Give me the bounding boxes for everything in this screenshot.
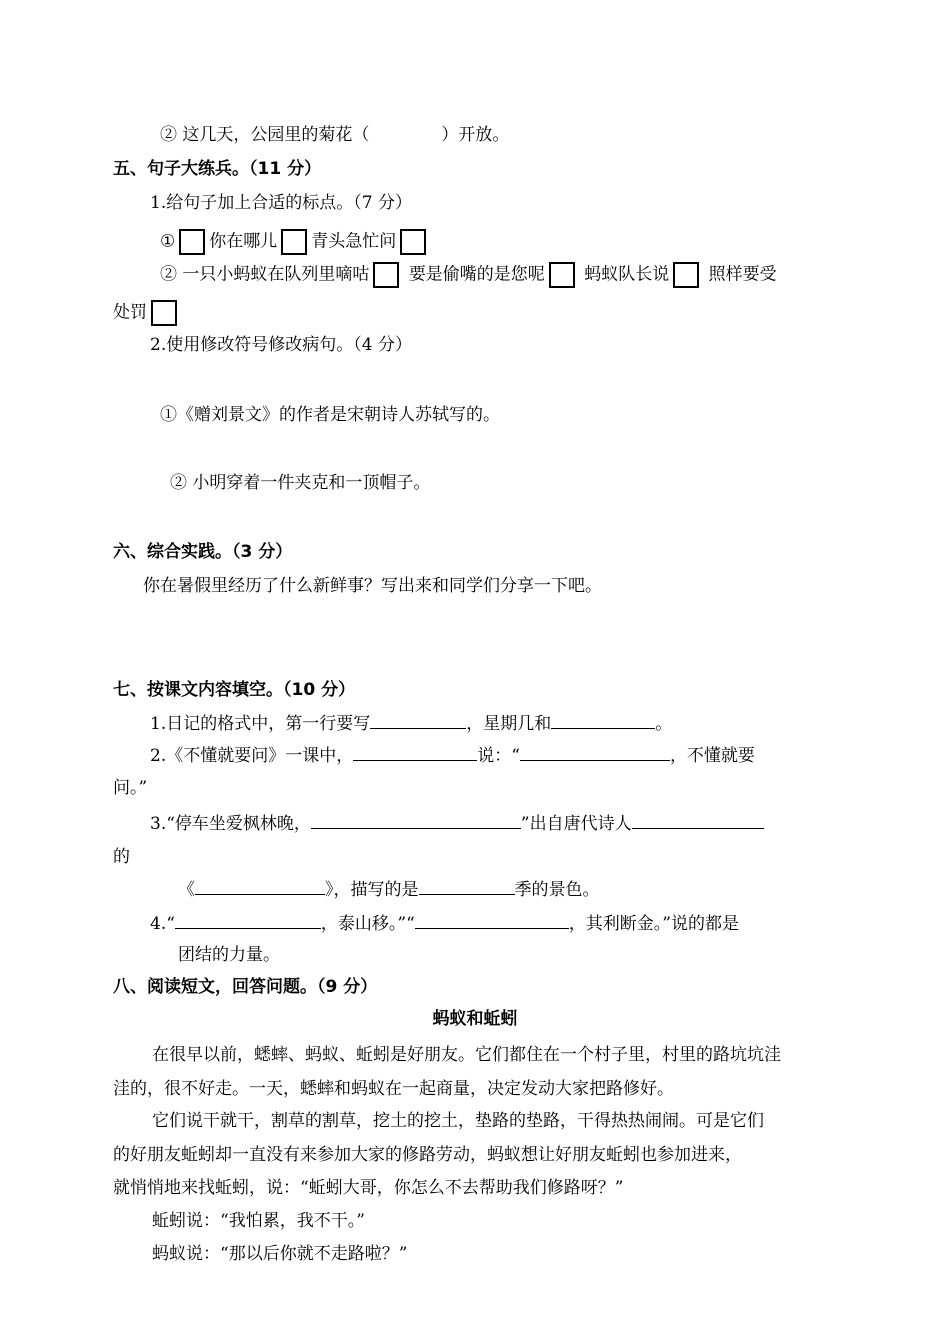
q5-sub1: 1.给句子加上合适的标点。（7 分）: [150, 193, 412, 213]
punctuation-box[interactable]: [673, 262, 699, 288]
q5-sentence-2-cont: 处罚: [113, 300, 181, 326]
fill-blank[interactable]: [370, 712, 466, 729]
fill-blank[interactable]: [551, 712, 655, 729]
q5-sub2: 2.使用修改符号修改病句。（4 分）: [150, 335, 412, 355]
section-5-heading: 五、句子大练兵。（11 分）: [113, 159, 322, 179]
section-8-heading: 八、阅读短文，回答问题。（9 分）: [113, 977, 378, 997]
fill-blank[interactable]: [419, 878, 515, 895]
fill-blank[interactable]: [353, 744, 477, 761]
q7-line-1: 1.日记的格式中，第一行要写 ，星期几和 。: [150, 714, 673, 734]
fill-blank[interactable]: [415, 912, 569, 929]
fill-blank[interactable]: [195, 878, 325, 895]
fill-blank[interactable]: [632, 812, 764, 829]
passage-p3: 蚯蚓说：“我怕累，我不干。”: [152, 1211, 365, 1231]
punctuation-box[interactable]: [281, 229, 307, 255]
passage-p4: 蚂蚁说：“那以后你就不走路啦？”: [152, 1244, 408, 1264]
punctuation-box[interactable]: [549, 262, 575, 288]
q7-line-3-cont: 的: [113, 847, 130, 867]
punctuation-box[interactable]: [151, 300, 177, 326]
q7-line-3: 3.“停车坐爱枫林晚， ”出自唐代诗人: [150, 812, 764, 835]
q7-line-4: 4.“ ，泰山移。”“ ，其利断金。”说的都是: [150, 914, 740, 934]
q7-line-4-cont: 团结的力量。: [178, 945, 280, 965]
punctuation-box[interactable]: [400, 229, 426, 255]
q7-line-3b: 《 》，描写的是 季的景色。: [178, 880, 600, 900]
q5-sick-sentence-1: ①《赠刘景文》的作者是宋朝诗人苏轼写的。: [160, 405, 500, 425]
passage-p2-line2: 的好朋友蚯蚓却一直没有来参加大家的修路劳动，蚂蚁想让好朋友蚯蚓也参加进来，: [113, 1145, 742, 1165]
fill-blank[interactable]: [311, 812, 521, 829]
q4-item2: ② 这几天，公园里的菊花（ ）开放。: [160, 125, 510, 145]
passage-p1-line1: 在很早以前，蟋蟀、蚂蚁、蚯蚓是好朋友。它们都住在一个村子里，村里的路坑坑洼: [152, 1045, 781, 1065]
punctuation-box[interactable]: [373, 262, 399, 288]
fill-blank[interactable]: [175, 912, 321, 929]
passage-p2-line1: 它们说干就干，割草的割草，挖土的挖土，垫路的垫路，干得热热闹闹。可是它们: [152, 1111, 764, 1131]
q5-sick-sentence-2: ② 小明穿着一件夹克和一顶帽子。: [170, 473, 431, 493]
section-6-heading: 六、综合实践。（3 分）: [113, 542, 293, 562]
fill-blank[interactable]: [520, 744, 670, 761]
q5-sentence-1: ① 你在哪儿 青头急忙问: [160, 229, 430, 255]
q6-prompt: 你在暑假里经历了什么新鲜事？写出来和同学们分享一下吧。: [143, 576, 602, 596]
q7-line-2-cont: 问。”: [113, 778, 148, 798]
passage-p1-line2: 洼的，很不好走。一天，蟋蟀和蚂蚁在一起商量，决定发动大家把路修好。: [113, 1079, 674, 1099]
passage-title: 蚂蚁和蚯蚓: [432, 1009, 518, 1029]
section-7-heading: 七、按课文内容填空。（10 分）: [113, 680, 356, 700]
q7-line-2: 2.《不懂就要问》一课中， 说：“ ，不懂就要: [150, 746, 755, 766]
passage-p2-line3: 就悄悄地来找蚯蚓，说：“蚯蚓大哥，你怎么不去帮助我们修路呀？”: [113, 1178, 624, 1198]
punctuation-box[interactable]: [179, 229, 205, 255]
q5-sentence-2: ② 一只小蚂蚁在队列里嘀咕 要是偷嘴的是您呢 蚂蚁队长说 照样要受: [160, 262, 777, 288]
